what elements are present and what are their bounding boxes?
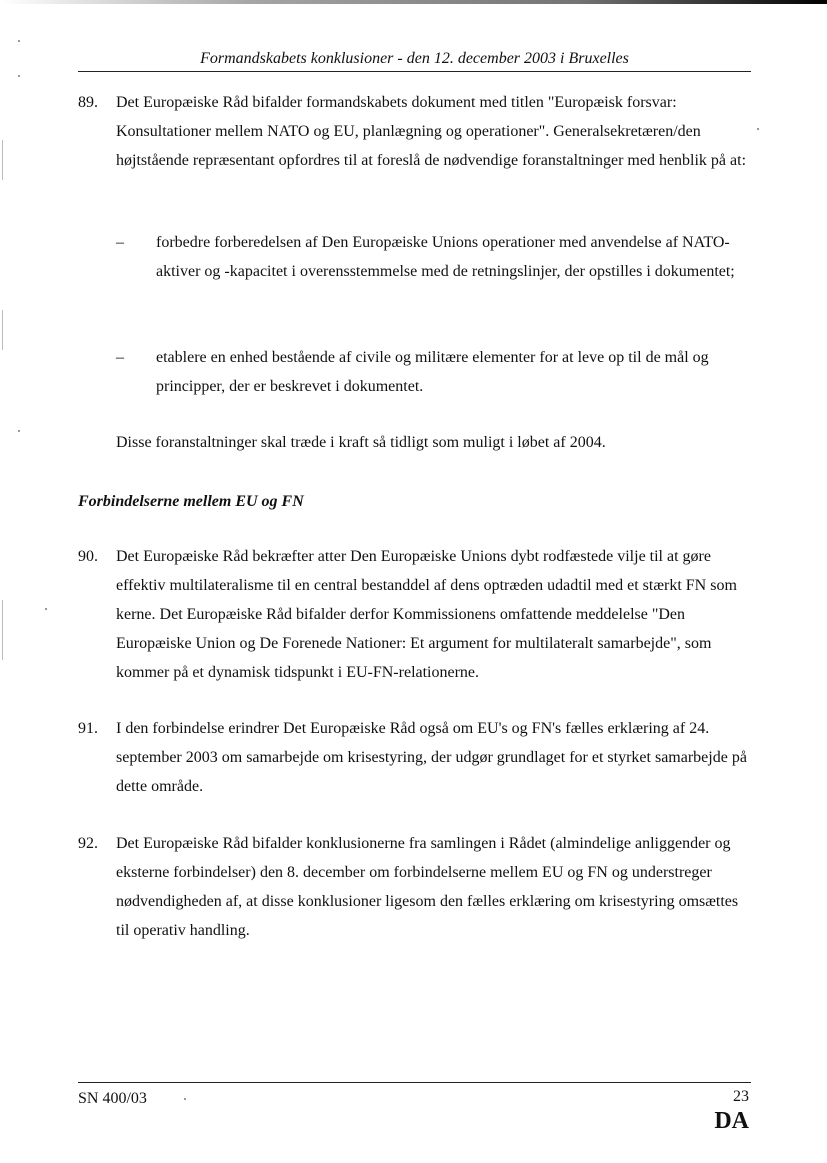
paragraph-text: Det Europæiske Råd bifalder formandskabets dokument med titlen "Europæisk forsvar: Konsultationer mellem NATO og EU, planlægning og operationer". Generalsekretæren/den højtstående repræsentant opfordres til at foreslå de nødvendige foranstaltninger med henblik på at:: [116, 94, 747, 169]
page-number: 23: [733, 1088, 749, 1105]
paragraph-text: Det Europæiske Råd bifalder konklusionerne fra samlingen i Rådet (almindelige anliggender og eksterne forbindelser) den 8. december om forbindelserne mellem EU og FN og understreger nødvendigheden af, at disse konklusioner ligesom den fælles erklæring om krisestyring omsættes til operativ handling.: [116, 835, 739, 939]
paragraph-text: I den forbindelse erindrer Det Europæiske Råd også om EU's og FN's fælles erklæring af 24. september 2003 om samarbejde om krisestyring, der udgør grundlaget for et styrket samarbejde på dette område.: [116, 720, 747, 795]
paragraph-text: Det Europæiske Råd bekræfter atter Den Europæiske Unions dybt rodfæstede vilje til at gøre effektiv multilateralisme til en central bestanddel af dens optræden udadtil med et stærkt FN som kerne. Det Europæiske Råd bifalder derfor Kommissionens omfattende meddelelse "Den Europæiske Union og De Forenede Nationer: Et argument for multilateralt samarbejde", som kommer på et dynamisk tidspunkt i EU-FN-relationerne.: [116, 548, 737, 681]
section-heading: Forbindelserne mellem EU og FN: [78, 493, 304, 510]
footer-rule: [78, 1082, 751, 1083]
language-code: DA: [714, 1108, 749, 1134]
scan-edge-mark: [2, 140, 3, 180]
paragraph-number: 90.: [78, 548, 98, 565]
scan-edge-top: [0, 0, 827, 4]
bullet-item: [116, 343, 756, 401]
paragraph-89: [78, 88, 751, 175]
paragraph-number: 91.: [78, 720, 98, 737]
scan-edge-mark: [2, 310, 3, 350]
scan-speck: [18, 75, 20, 77]
scan-speck: [45, 608, 47, 610]
document-reference: SN 400/03: [78, 1090, 147, 1107]
scan-speck: [18, 40, 20, 42]
paragraph-91: [78, 714, 751, 801]
scan-edge-mark: [2, 600, 3, 660]
header-rule: [78, 71, 751, 72]
scan-speck: [18, 430, 20, 432]
paragraph-number: 92.: [78, 835, 98, 852]
running-header: Formandskabets konklusioner - den 12. december 2003 i Bruxelles: [200, 50, 629, 67]
bullet-item: [116, 228, 756, 286]
paragraph-number: 89.: [78, 94, 98, 111]
paragraph-closing: Disse foranstaltninger skal træde i kraft så tidligt som muligt i løbet af 2004.: [116, 434, 606, 451]
scan-speck: [184, 1098, 186, 1100]
bullet-text: forbedre forberedelsen af Den Europæiske Unions operationer med anvendelse af NATO-aktiver og -kapacitet i overensstemmelse med de retningslinjer, der opstilles i dokumentet;: [156, 234, 735, 280]
paragraph-92: [78, 829, 751, 945]
scan-speck: [757, 128, 759, 130]
bullet-dash: –: [116, 234, 124, 251]
paragraph-90: [78, 542, 751, 687]
bullet-text: etablere en enhed bestående af civile og militære elementer for at leve op til de mål og principper, der er beskrevet i dokumentet.: [156, 349, 709, 395]
bullet-dash: –: [116, 349, 124, 366]
